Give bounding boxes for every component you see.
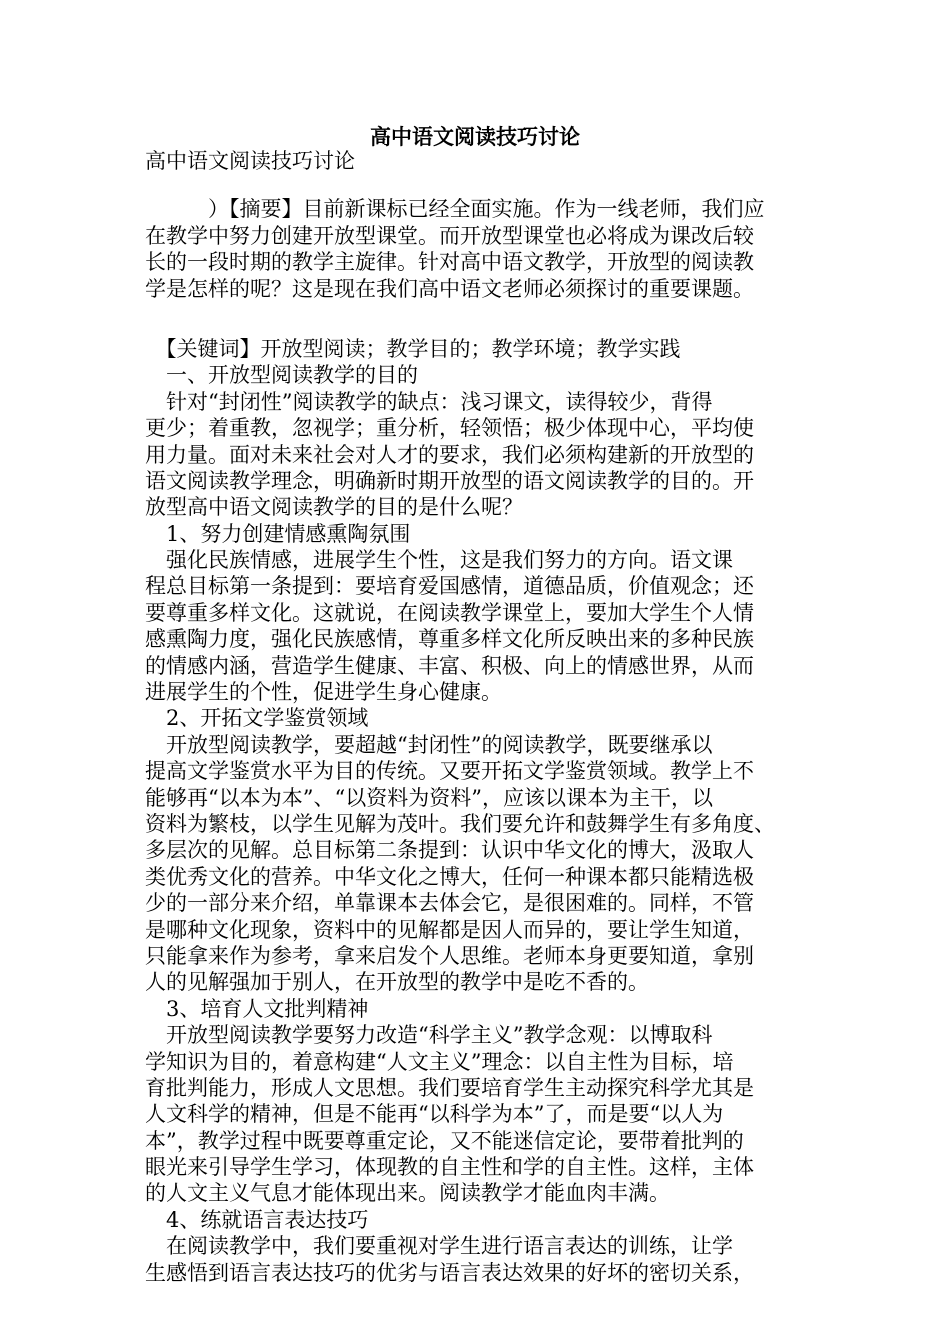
subsection-heading: 2、开拓文学鉴赏领域 bbox=[145, 706, 369, 731]
paragraph-line: 人文科学的精神，但是不能再“以科学为本”了，而是要“以人为 bbox=[145, 1102, 724, 1127]
paragraph-line: 能够再“以本为本”、“以资料为资料”，应该以课本为主干，以 bbox=[145, 785, 713, 810]
abstract-line: 在教学中努力创建开放型课堂。而开放型课堂也必将成为课改后较 bbox=[145, 223, 754, 248]
paragraph-line: 人的见解强加于别人，在开放型的教学中是吃不香的。 bbox=[145, 970, 649, 995]
spacer bbox=[145, 174, 805, 196]
paragraph-line: 少的一部分来介绍，单靠课本去体会它，是很困难的。同样，不管 bbox=[145, 891, 754, 916]
paragraph-line: 的情感内涵，营造学生健康、丰富、积极、向上的情感世界，从而 bbox=[145, 653, 754, 678]
paragraph-line: 开放型阅读教学要努力改造“科学主义”教学念观：以博取科 bbox=[145, 1023, 713, 1048]
subsection-heading: 4、练就语言表达技巧 bbox=[145, 1207, 369, 1232]
paragraph-line: 类优秀文化的营养。中华文化之博大，任何一种课本都只能精选极 bbox=[145, 864, 754, 889]
paragraph-line: 生感悟到语言表达技巧的优劣与语言表达效果的好坏的密切关系， bbox=[145, 1260, 754, 1285]
paragraph-line: 更少；着重教，忽视学；重分析，轻领悟；极少体现中心，平均使 bbox=[145, 416, 754, 441]
document-title: 高中语文阅读技巧讨论 bbox=[370, 124, 580, 149]
paragraph-line: 学知识为目的，着意构建“人文主义”理念：以自主性为目标，培 bbox=[145, 1049, 734, 1074]
paragraph-line: 用力量。面对未来社会对人才的要求，我们必须构建新的开放型的 bbox=[145, 442, 754, 467]
paragraph-line: 开放型阅读教学，要超越“封闭性”的阅读教学，既要继承以 bbox=[145, 732, 713, 757]
paragraph-line: 语文阅读教学理念，明确新时期开放型的语文阅读教学的目的。开 bbox=[145, 468, 754, 493]
spacer bbox=[145, 302, 805, 336]
paragraph-line: 在阅读教学中，我们要重视对学生进行语言表达的训练，让学 bbox=[145, 1234, 733, 1259]
body-text bbox=[145, 362, 805, 1286]
paragraph-line: 放型高中语文阅读教学的目的是什么呢？ bbox=[145, 495, 523, 520]
paragraph-line: 育批判能力，形成人文思想。我们要培育学生主动探究科学尤其是 bbox=[145, 1075, 754, 1100]
abstract-line: 长的一段时期的教学主旋律。针对高中语文教学，开放型的阅读教 bbox=[145, 250, 754, 275]
paragraph-line: 多层次的见解。总目标第二条提到：认识中华文化的博大，汲取人 bbox=[145, 838, 754, 863]
paragraph-line: 只能拿来作为参考，拿来启发个人思维。老师本身更要知道，拿别 bbox=[145, 943, 754, 968]
paragraph-line: 本”，教学过程中既要尊重定论，又不能迷信定论，要带着批判的 bbox=[145, 1128, 744, 1153]
paragraph-line: 针对“封闭性”阅读教学的缺点：浅习课文，读得较少，背得 bbox=[145, 389, 713, 414]
paragraph-line: 感熏陶力度，强化民族感情，尊重多样文化所反映出来的多种民族 bbox=[145, 627, 754, 652]
paragraph-line: 提高文学鉴赏水平为目的传统。又要开拓文学鉴赏领域。教学上不 bbox=[145, 759, 754, 784]
paragraph-line: 的人文主义气息才能体现出来。阅读教学才能血肉丰满。 bbox=[145, 1181, 670, 1206]
document-body bbox=[145, 148, 805, 1286]
abstract-line: ）【摘要】目前新课标已经全面实施。作为一线老师，我们应 bbox=[145, 197, 765, 222]
subsection-heading: 1、努力创建情感熏陶氛围 bbox=[145, 521, 411, 546]
abstract-line: 学是怎样的呢？这是现在我们高中语文老师必须探讨的重要课题。 bbox=[145, 276, 754, 301]
subsection-heading: 3、培育人文批判精神 bbox=[145, 996, 369, 1021]
paragraph-line: 眼光来引导学生学习，体现教的自主性和学的自主性。这样，主体 bbox=[145, 1155, 754, 1180]
document-subtitle: 高中语文阅读技巧讨论 bbox=[145, 149, 355, 173]
paragraph-line: 资料为繁枝，以学生见解为茂叶。我们要允许和鼓舞学生有多角度、 bbox=[145, 811, 775, 836]
paragraph-line: 是哪种文化现象，资料中的见解都是因人而异的，要让学生知道， bbox=[145, 917, 754, 942]
keywords-line: 【关键词】开放型阅读；教学目的；教学环境；教学实践 bbox=[145, 336, 681, 361]
paragraph-line: 要尊重多样文化。这就说，在阅读教学课堂上，要加大学生个人情 bbox=[145, 600, 754, 625]
abstract-block bbox=[145, 196, 805, 302]
paragraph-line: 强化民族情感，进展学生个性，这是我们努力的方向。语文课 bbox=[145, 548, 733, 573]
section-heading: 一、开放型阅读教学的目的 bbox=[145, 363, 418, 388]
paragraph-line: 进展学生的个性，促进学生身心健康。 bbox=[145, 680, 502, 705]
paragraph-line: 程总目标第一条提到：要培育爱国感情，道德品质，价值观念；还 bbox=[145, 574, 754, 599]
